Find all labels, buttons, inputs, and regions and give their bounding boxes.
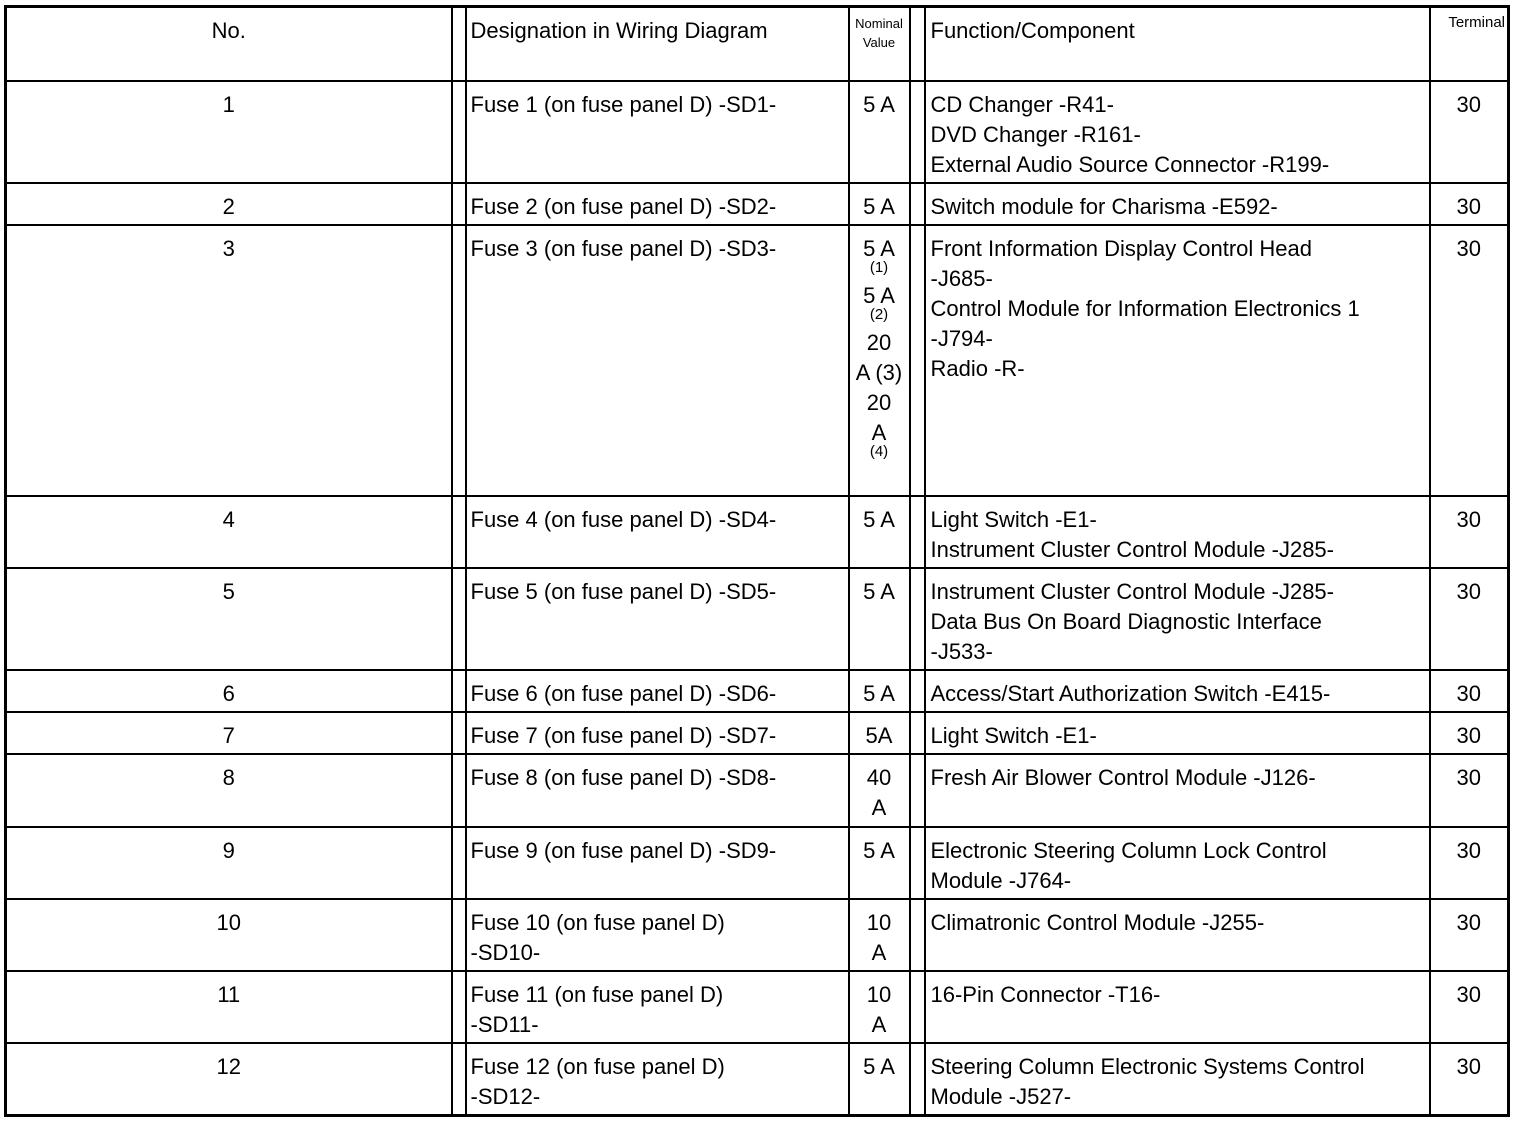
designation-line: Fuse 10 (on fuse panel D) bbox=[470, 910, 725, 935]
fuse-number: 3 bbox=[6, 225, 452, 496]
fuse-number: 1 bbox=[6, 81, 452, 183]
nominal-value: 5 A bbox=[849, 827, 910, 899]
function-line: Steering Column Electronic Systems Control bbox=[930, 1054, 1365, 1079]
table-row bbox=[6, 81, 1509, 183]
function-line: CD Changer -R41- bbox=[930, 92, 1114, 117]
value-line: A bbox=[871, 1012, 887, 1037]
column-spacer bbox=[452, 183, 466, 225]
function-line: -J685- bbox=[930, 266, 993, 291]
designation-line: Fuse 11 (on fuse panel D) bbox=[470, 982, 724, 1007]
function-line: Radio -R- bbox=[930, 356, 1025, 381]
header-spacer bbox=[452, 7, 466, 82]
fuse-designation: Fuse 9 (on fuse panel D) -SD9- bbox=[466, 827, 849, 899]
fuse-number: 6 bbox=[6, 670, 452, 712]
value-line: 40 bbox=[866, 765, 892, 790]
column-spacer bbox=[910, 183, 925, 225]
nominal-value: 5 A bbox=[849, 568, 910, 670]
nominal-value: 5 A bbox=[849, 670, 910, 712]
function-line: Climatronic Control Module -J255- bbox=[930, 910, 1265, 935]
fuse-number: 9 bbox=[6, 827, 452, 899]
function-line: Module -J764- bbox=[930, 868, 1072, 893]
terminal: 30 bbox=[1430, 670, 1509, 712]
nominal-value bbox=[849, 971, 910, 1043]
column-spacer bbox=[910, 712, 925, 754]
value-line: A bbox=[871, 940, 887, 965]
value-line: 20 bbox=[866, 390, 892, 415]
nominal-value bbox=[849, 899, 910, 971]
table-row bbox=[6, 670, 1509, 712]
column-spacer bbox=[910, 899, 925, 971]
value-line: 20 bbox=[866, 330, 892, 355]
function-line: Instrument Cluster Control Module -J285- bbox=[930, 537, 1334, 562]
fuse-table bbox=[4, 5, 1510, 1117]
header-nominal-line2: Value bbox=[862, 35, 896, 50]
terminal: 30 bbox=[1430, 81, 1509, 183]
value-line: 5 A bbox=[863, 283, 895, 308]
terminal: 30 bbox=[1430, 496, 1509, 568]
value-line: 10 bbox=[866, 982, 892, 1007]
function-line: Control Module for Information Electronics 1 bbox=[930, 296, 1360, 321]
function-line: DVD Changer -R161- bbox=[930, 122, 1141, 147]
value-line: 10 bbox=[866, 910, 892, 935]
function-component bbox=[925, 1043, 1430, 1115]
value-line: A (3) bbox=[855, 360, 903, 385]
table-row bbox=[6, 568, 1509, 670]
function-line: External Audio Source Connector -R199- bbox=[930, 152, 1330, 177]
value-line: A bbox=[871, 795, 887, 820]
nominal-value: 5 A bbox=[849, 183, 910, 225]
column-spacer bbox=[910, 670, 925, 712]
fuse-designation: Fuse 4 (on fuse panel D) -SD4- bbox=[466, 496, 849, 568]
column-spacer bbox=[452, 1043, 466, 1115]
value-line: A bbox=[871, 420, 887, 445]
terminal: 30 bbox=[1430, 971, 1509, 1043]
fuse-designation: Fuse 6 (on fuse panel D) -SD6- bbox=[466, 670, 849, 712]
value-line: 5 A bbox=[863, 236, 895, 261]
column-spacer bbox=[910, 971, 925, 1043]
table-row bbox=[6, 496, 1509, 568]
function-line: Light Switch -E1- bbox=[930, 723, 1097, 748]
table-row bbox=[6, 1043, 1509, 1115]
table-body bbox=[6, 81, 1509, 1115]
function-component bbox=[925, 712, 1430, 754]
header-nominal-value bbox=[849, 7, 910, 82]
fuse-designation bbox=[466, 899, 849, 971]
fuse-designation: Fuse 8 (on fuse panel D) -SD8- bbox=[466, 754, 849, 827]
function-line: Module -J527- bbox=[930, 1084, 1072, 1109]
nominal-value: 5A bbox=[849, 712, 910, 754]
function-component bbox=[925, 81, 1430, 183]
designation-line: -SD12- bbox=[470, 1084, 541, 1109]
table-row bbox=[6, 827, 1509, 899]
column-spacer bbox=[910, 81, 925, 183]
column-spacer bbox=[452, 971, 466, 1043]
terminal: 30 bbox=[1430, 225, 1509, 496]
designation-line: -SD11- bbox=[470, 1012, 539, 1037]
table-row bbox=[6, 754, 1509, 827]
column-spacer bbox=[452, 754, 466, 827]
header-no: No. bbox=[6, 7, 452, 82]
function-component bbox=[925, 971, 1430, 1043]
header-spacer bbox=[910, 7, 925, 82]
function-line: Access/Start Authorization Switch -E415- bbox=[930, 681, 1331, 706]
column-spacer bbox=[910, 568, 925, 670]
function-component bbox=[925, 670, 1430, 712]
function-line: Switch module for Charisma -E592- bbox=[930, 194, 1278, 219]
function-line: -J533- bbox=[930, 639, 993, 664]
table-row bbox=[6, 971, 1509, 1043]
column-spacer bbox=[452, 81, 466, 183]
function-line: 16-Pin Connector -T16- bbox=[930, 982, 1161, 1007]
column-spacer bbox=[910, 1043, 925, 1115]
fuse-designation: Fuse 2 (on fuse panel D) -SD2- bbox=[466, 183, 849, 225]
fuse-designation: Fuse 7 (on fuse panel D) -SD7- bbox=[466, 712, 849, 754]
nominal-value bbox=[849, 225, 910, 496]
header-row bbox=[6, 7, 1509, 82]
column-spacer bbox=[452, 899, 466, 971]
column-spacer bbox=[910, 496, 925, 568]
function-component bbox=[925, 183, 1430, 225]
nominal-value: 5 A bbox=[849, 496, 910, 568]
terminal: 30 bbox=[1430, 899, 1509, 971]
table-row bbox=[6, 225, 1509, 496]
value-footnote: (1) bbox=[869, 259, 889, 276]
header-nominal-line1: Nominal bbox=[855, 16, 903, 31]
fuse-number: 10 bbox=[6, 899, 452, 971]
nominal-value: 5 A bbox=[849, 81, 910, 183]
terminal: 30 bbox=[1430, 568, 1509, 670]
function-component bbox=[925, 496, 1430, 568]
column-spacer bbox=[910, 827, 925, 899]
fuse-designation: Fuse 3 (on fuse panel D) -SD3- bbox=[466, 225, 849, 496]
designation-line: Fuse 12 (on fuse panel D) bbox=[470, 1054, 725, 1079]
function-component bbox=[925, 899, 1430, 971]
function-component bbox=[925, 568, 1430, 670]
terminal: 30 bbox=[1430, 827, 1509, 899]
column-spacer bbox=[452, 827, 466, 899]
column-spacer bbox=[452, 670, 466, 712]
header-terminal: Terminal bbox=[1430, 7, 1509, 82]
column-spacer bbox=[910, 754, 925, 827]
column-spacer bbox=[452, 712, 466, 754]
table-row bbox=[6, 712, 1509, 754]
terminal: 30 bbox=[1430, 1043, 1509, 1115]
column-spacer bbox=[452, 496, 466, 568]
fuse-number: 7 bbox=[6, 712, 452, 754]
fuse-number: 8 bbox=[6, 754, 452, 827]
function-line: Fresh Air Blower Control Module -J126- bbox=[930, 765, 1316, 790]
function-component bbox=[925, 225, 1430, 496]
function-component bbox=[925, 754, 1430, 827]
header-function: Function/Component bbox=[925, 7, 1430, 82]
function-line: Instrument Cluster Control Module -J285- bbox=[930, 579, 1334, 604]
function-line: -J794- bbox=[930, 326, 993, 351]
column-spacer bbox=[452, 568, 466, 670]
terminal: 30 bbox=[1430, 712, 1509, 754]
value-footnote: (2) bbox=[869, 306, 889, 323]
fuse-designation bbox=[466, 971, 849, 1043]
fuse-number: 12 bbox=[6, 1043, 452, 1115]
fuse-number: 2 bbox=[6, 183, 452, 225]
fuse-number: 4 bbox=[6, 496, 452, 568]
value-footnote: (4) bbox=[869, 443, 889, 460]
column-spacer bbox=[910, 225, 925, 496]
fuse-designation bbox=[466, 1043, 849, 1115]
fuse-number: 5 bbox=[6, 568, 452, 670]
table-row bbox=[6, 899, 1509, 971]
fuse-designation: Fuse 5 (on fuse panel D) -SD5- bbox=[466, 568, 849, 670]
function-line: Electronic Steering Column Lock Control bbox=[930, 838, 1327, 863]
table-row bbox=[6, 183, 1509, 225]
terminal: 30 bbox=[1430, 183, 1509, 225]
function-component bbox=[925, 827, 1430, 899]
function-line: Data Bus On Board Diagnostic Interface bbox=[930, 609, 1322, 634]
nominal-value bbox=[849, 754, 910, 827]
header-designation: Designation in Wiring Diagram bbox=[466, 7, 849, 82]
fuse-designation: Fuse 1 (on fuse panel D) -SD1- bbox=[466, 81, 849, 183]
fuse-number: 11 bbox=[6, 971, 452, 1043]
nominal-value: 5 A bbox=[849, 1043, 910, 1115]
terminal: 30 bbox=[1430, 754, 1509, 827]
function-line: Front Information Display Control Head bbox=[930, 236, 1312, 261]
column-spacer bbox=[452, 225, 466, 496]
function-line: Light Switch -E1- bbox=[930, 507, 1097, 532]
designation-line: -SD10- bbox=[470, 940, 541, 965]
